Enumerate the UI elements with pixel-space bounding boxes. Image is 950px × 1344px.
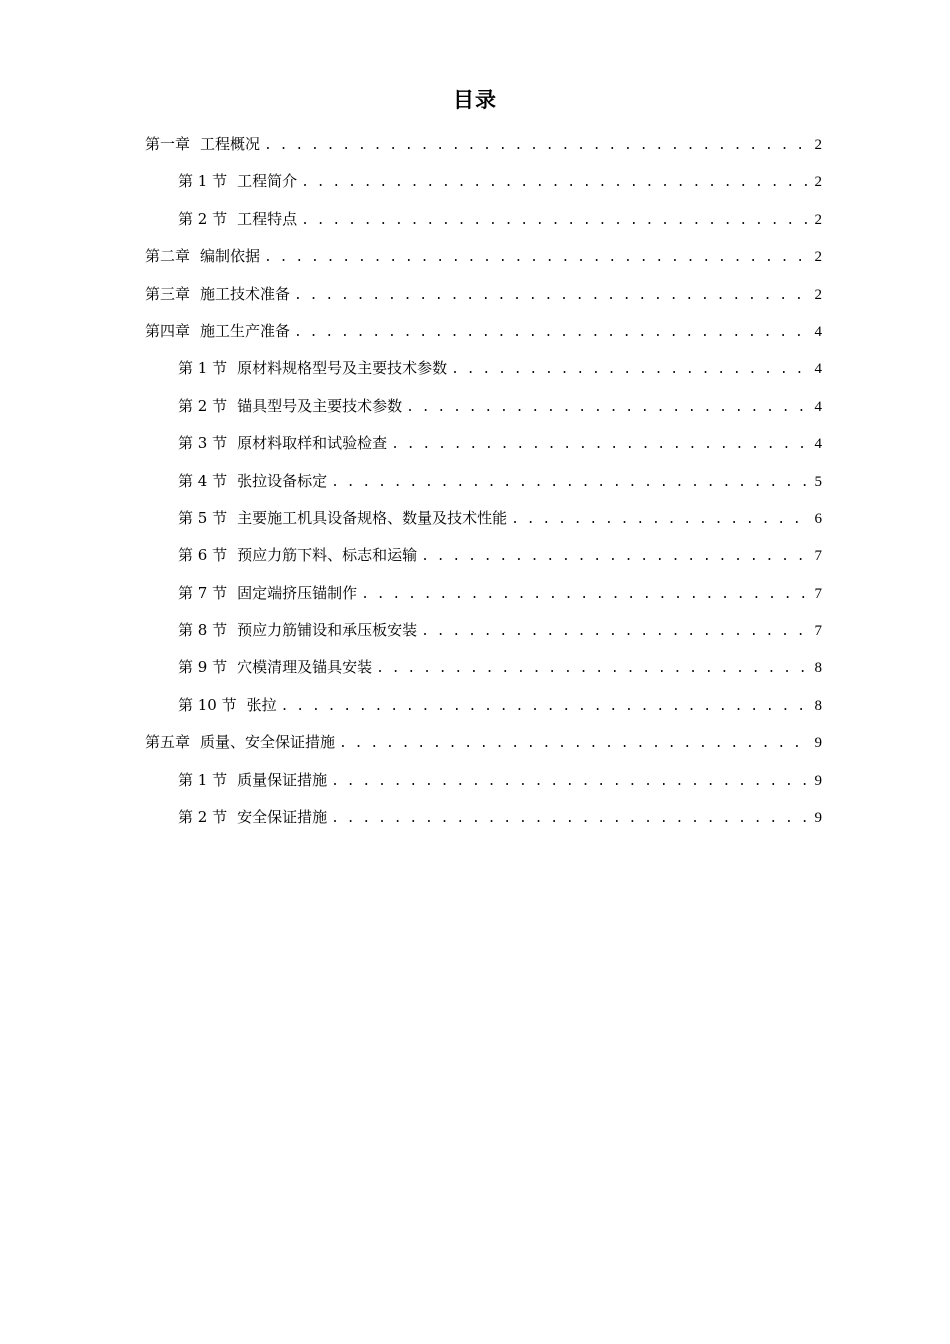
entry-page-number: 8: [814, 660, 822, 677]
entry-number: 第 6 节: [178, 546, 228, 565]
toc-section-entry[interactable]: [145, 541, 822, 578]
toc-section-entry[interactable]: [145, 205, 822, 242]
dot-leader: [376, 655, 810, 683]
entry-title: 施工生产准备: [200, 321, 291, 340]
dot-leader: [511, 506, 810, 534]
toc-section-entry[interactable]: [145, 354, 822, 391]
dot-leader: [281, 693, 811, 721]
toc-section-entry[interactable]: [145, 691, 822, 728]
toc-section-entry[interactable]: [145, 616, 822, 653]
entry-title: 主要施工机具设备规格、数量及技术性能: [237, 508, 508, 527]
toc-list: [145, 130, 822, 840]
entry-title: 质量保证措施: [237, 770, 328, 789]
entry-title: 预应力筋铺设和承压板安装: [237, 621, 418, 640]
entry-page-number: 2: [814, 286, 822, 303]
entry-page-number: 2: [814, 174, 822, 191]
entry-page-number: 4: [814, 398, 822, 415]
dot-leader: [421, 543, 810, 571]
entry-page-number: 7: [814, 623, 822, 640]
toc-section-entry[interactable]: [145, 167, 822, 204]
entry-title: 固定端挤压锚制作: [237, 583, 358, 602]
toc-chapter-entry[interactable]: [145, 317, 822, 354]
dot-leader: [339, 730, 810, 758]
toc-chapter-entry[interactable]: [145, 130, 822, 167]
toc-section-entry[interactable]: [145, 504, 822, 541]
dot-leader: [331, 805, 810, 833]
dot-leader: [361, 581, 810, 609]
entry-number: 第 2 节: [178, 808, 228, 827]
toc-section-entry[interactable]: [145, 579, 822, 616]
entry-title: 张拉设备标定: [237, 471, 328, 490]
entry-number: 第二章: [145, 247, 191, 266]
entry-title: 原材料取样和试验检查: [237, 434, 388, 453]
entry-page-number: 6: [814, 510, 822, 527]
entry-number: 第 1 节: [178, 172, 228, 191]
entry-number: 第 2 节: [178, 396, 228, 415]
entry-page-number: 2: [814, 137, 822, 153]
dot-leader: [294, 282, 810, 310]
entry-number: 第 10 节: [178, 695, 237, 714]
entry-number: 第 9 节: [178, 658, 228, 677]
entry-number: 第 4 节: [178, 471, 228, 490]
entry-number: 第 8 节: [178, 621, 228, 640]
dot-leader: [301, 169, 810, 197]
entry-page-number: 7: [814, 548, 822, 565]
dot-leader: [264, 132, 810, 160]
dot-leader: [406, 394, 810, 422]
toc-section-entry[interactable]: [145, 467, 822, 504]
entry-number: 第 3 节: [178, 434, 228, 453]
entry-page-number: 9: [814, 735, 822, 752]
entry-number: 第 2 节: [178, 209, 228, 228]
entry-title: 安全保证措施: [237, 808, 328, 827]
entry-number: 第 7 节: [178, 583, 228, 602]
dot-leader: [294, 319, 810, 347]
entry-number: 第 5 节: [178, 508, 228, 527]
toc-title: 目录: [453, 88, 497, 112]
entry-title: 张拉: [246, 695, 277, 714]
entry-number: 第 1 节: [178, 770, 228, 789]
entry-number: 第三章: [145, 284, 191, 303]
entry-page-number: 2: [814, 249, 822, 266]
entry-title: 穴模清理及锚具安装: [237, 658, 373, 677]
entry-page-number: 9: [814, 772, 822, 789]
entry-number: 第 1 节: [178, 359, 228, 378]
entry-page-number: 8: [814, 697, 822, 714]
entry-number: 第四章: [145, 321, 191, 340]
dot-leader: [331, 469, 810, 497]
entry-page-number: 4: [814, 436, 822, 453]
entry-title: 施工技术准备: [200, 284, 291, 303]
toc-section-entry[interactable]: [145, 653, 822, 690]
entry-number: 第一章: [145, 135, 191, 153]
dot-leader: [391, 431, 810, 459]
dot-leader: [451, 356, 810, 384]
entry-title: 工程特点: [237, 209, 298, 228]
entry-title: 编制依据: [200, 247, 261, 266]
dot-leader: [331, 768, 810, 796]
toc-section-entry[interactable]: [145, 392, 822, 429]
entry-page-number: 9: [814, 810, 822, 827]
entry-page-number: 4: [814, 361, 822, 378]
dot-leader: [421, 618, 810, 646]
entry-page-number: 2: [814, 211, 822, 228]
toc-chapter-entry[interactable]: [145, 728, 822, 765]
entry-title: 质量、安全保证措施: [200, 733, 336, 752]
toc-chapter-entry[interactable]: [145, 242, 822, 279]
toc-section-entry[interactable]: [145, 803, 822, 840]
dot-leader: [264, 244, 810, 272]
entry-title: 工程概况: [200, 135, 261, 153]
entry-title: 锚具型号及主要技术参数: [237, 396, 403, 415]
entry-page-number: 5: [814, 473, 822, 490]
toc-section-entry[interactable]: [145, 429, 822, 466]
entry-title: 预应力筋下料、标志和运输: [237, 546, 418, 565]
entry-page-number: 4: [814, 323, 822, 340]
toc-chapter-entry[interactable]: [145, 280, 822, 317]
toc-section-entry[interactable]: [145, 766, 822, 803]
entry-page-number: 7: [814, 585, 822, 602]
dot-leader: [301, 207, 810, 235]
entry-number: 第五章: [145, 733, 191, 752]
entry-title: 原材料规格型号及主要技术参数: [237, 359, 448, 378]
entry-title: 工程简介: [237, 172, 298, 191]
